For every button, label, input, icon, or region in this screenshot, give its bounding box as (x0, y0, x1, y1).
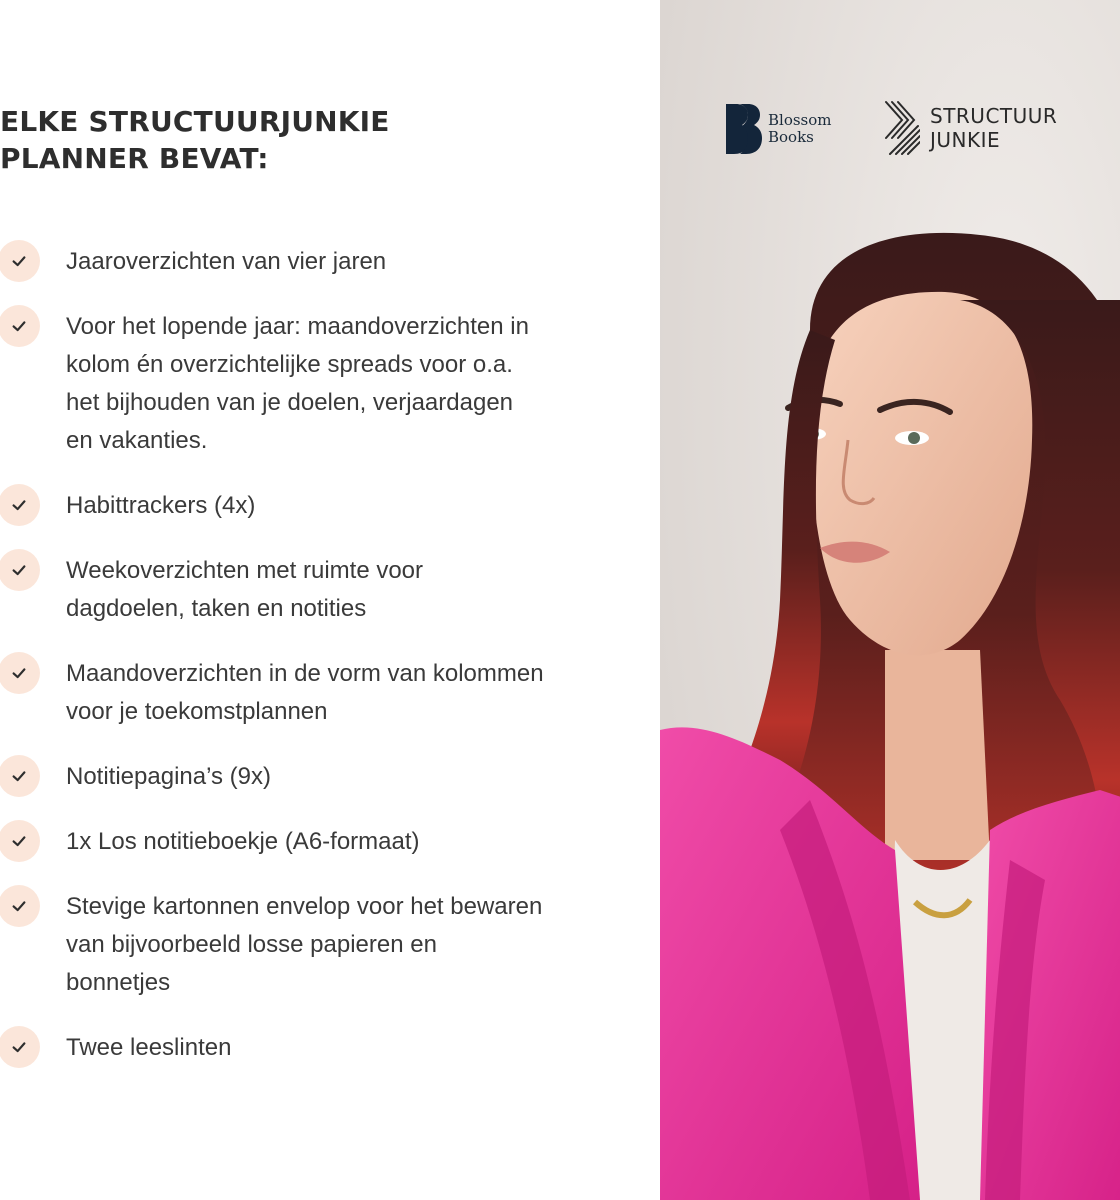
check-icon (0, 652, 40, 694)
list-item-text: Voor het lopende jaar: maandoverzichten in kolom én overzichtelijke spreads voor o.a. het bijhouden van je doelen, verjaardagen en vakanties. (66, 313, 529, 454)
list-item (0, 484, 546, 525)
portrait-photo (660, 0, 1120, 1200)
list-item-text: Stevige kartonnen envelop voor het bewaren van bijvoorbeeld losse papieren en bonnetjes (66, 893, 543, 996)
list-item-text: Weekoverzichten met ruimte voor dagdoelen, taken en notities (66, 557, 424, 622)
list-item (0, 1026, 546, 1067)
check-icon (0, 1026, 40, 1068)
check-icon (0, 755, 40, 797)
page-title (0, 103, 560, 177)
check-icon (0, 820, 40, 862)
blossom-logo-line-2: Books (768, 128, 814, 146)
photo-panel (660, 0, 1120, 1200)
title-line-2: PLANNER BEVAT: (0, 142, 269, 175)
list-item (0, 305, 546, 460)
blossom-books-mark-icon (724, 102, 762, 156)
list-item-text: Twee leeslinten (66, 1034, 232, 1061)
list-item (0, 549, 546, 628)
check-icon (0, 305, 40, 347)
title-line-1: ELKE STRUCTUURJUNKIE (0, 105, 390, 138)
structuur-junkie-mark-icon (884, 100, 920, 156)
list-item (0, 652, 546, 731)
structuur-junkie-logo (884, 100, 1057, 156)
list-item-text: 1x Los notitieboekje (A6-formaat) (66, 828, 420, 855)
structuur-logo-line-2: JUNKIE (930, 128, 1001, 152)
blossom-logo-line-1: Blossom (768, 111, 832, 129)
structuur-logo-line-1: STRUCTUUR (930, 104, 1058, 128)
feature-list (0, 240, 600, 1091)
list-item (0, 755, 546, 796)
list-item (0, 820, 546, 861)
check-icon (0, 549, 40, 591)
list-item-text: Habittrackers (4x) (66, 492, 256, 519)
check-icon (0, 885, 40, 927)
check-icon (0, 484, 40, 526)
list-item-text: Notitiepagina’s (9x) (66, 763, 271, 790)
list-item-text: Jaaroverzichten van vier jaren (66, 248, 387, 275)
list-item (0, 885, 546, 1002)
list-item (0, 240, 546, 281)
check-icon (0, 240, 40, 282)
list-item-text: Maandoverzichten in de vorm van kolommen voor je toekomstplannen (66, 660, 544, 725)
blossom-books-logo (724, 102, 832, 156)
